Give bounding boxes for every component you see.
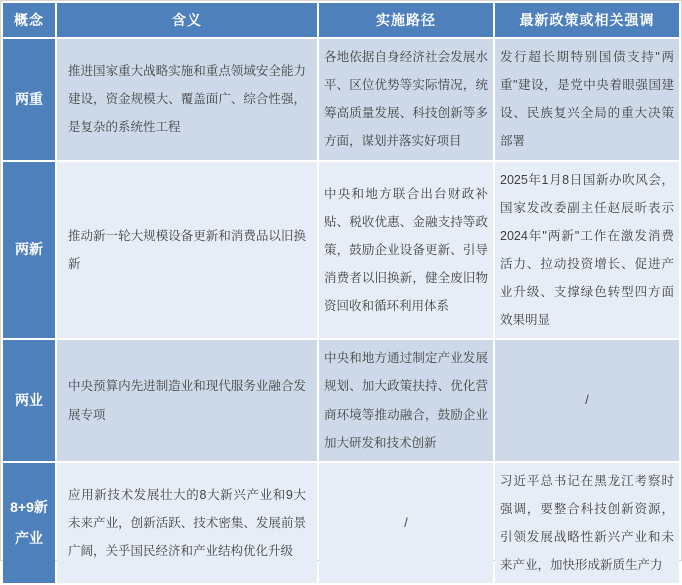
path-cell: / bbox=[319, 463, 493, 584]
table-row-liangye bbox=[3, 340, 679, 461]
table-row-liangxin bbox=[3, 162, 679, 339]
header-path: 实施路径 bbox=[319, 3, 493, 37]
meaning-cell: 推进国家重大战略实施和重点领域安全能力建设，资金规模大、覆盖面广、综合性强，是复杂的系统性工程 bbox=[57, 39, 317, 160]
policy-concepts-table bbox=[1, 1, 681, 585]
header-meaning: 含义 bbox=[57, 3, 317, 37]
concept-cell: 两新 bbox=[3, 162, 55, 339]
path-cell: 各地依据自身经济社会发展水平、区位优势等实际情况，统筹高质量发展、科技创新等多方面，谋划并落实好项目 bbox=[319, 39, 493, 160]
policy-cell: 发行超长期特别国债支持"两重"建设，是党中央着眼强国建设、民族复兴全局的重大决策部署 bbox=[495, 39, 679, 160]
path-cell: 中央和地方联合出台财政补贴、税收优惠、金融支持等政策，鼓励企业设备更新、引导消费者以旧换新，健全废旧物资回收和循环利用体系 bbox=[319, 162, 493, 339]
header-row bbox=[3, 3, 679, 37]
path-cell: 中央和地方通过制定产业发展规划、加大政策扶持、优化营商环境等推动融合，鼓励企业加大研发和技术创新 bbox=[319, 340, 493, 461]
concept-cell: 两重 bbox=[3, 39, 55, 160]
policy-cell: / bbox=[495, 340, 679, 461]
concept-cell: 8+9新产业 bbox=[3, 463, 55, 584]
policy-cell: 习近平总书记在黑龙江考察时强调，要整合科技创新资源，引领发展战略性新兴产业和未来产业，加快形成新质生产力 bbox=[495, 463, 679, 584]
table-row-liangzhong bbox=[3, 39, 679, 160]
table-row-8plus9-industries bbox=[3, 463, 679, 584]
meaning-cell: 应用新技术发展壮大的8大新兴产业和9大未来产业，创新活跃、技术密集、发展前景广阔，关乎国民经济和产业结构优化升级 bbox=[57, 463, 317, 584]
concept-cell: 两业 bbox=[3, 340, 55, 461]
meaning-cell: 推动新一轮大规模设备更新和消费品以旧换新 bbox=[57, 162, 317, 339]
policy-cell: 2025年1月8日国新办吹风会，国家发改委副主任赵辰昕表示2024年"两新"工作在激发消费活力、拉动投资增长、促进产业升级、支撑绿色转型四方面效果明显 bbox=[495, 162, 679, 339]
meaning-cell: 中央预算内先进制造业和现代服务业融合发展专项 bbox=[57, 340, 317, 461]
header-policy: 最新政策或相关强调 bbox=[495, 3, 679, 37]
header-concept: 概念 bbox=[3, 3, 55, 37]
